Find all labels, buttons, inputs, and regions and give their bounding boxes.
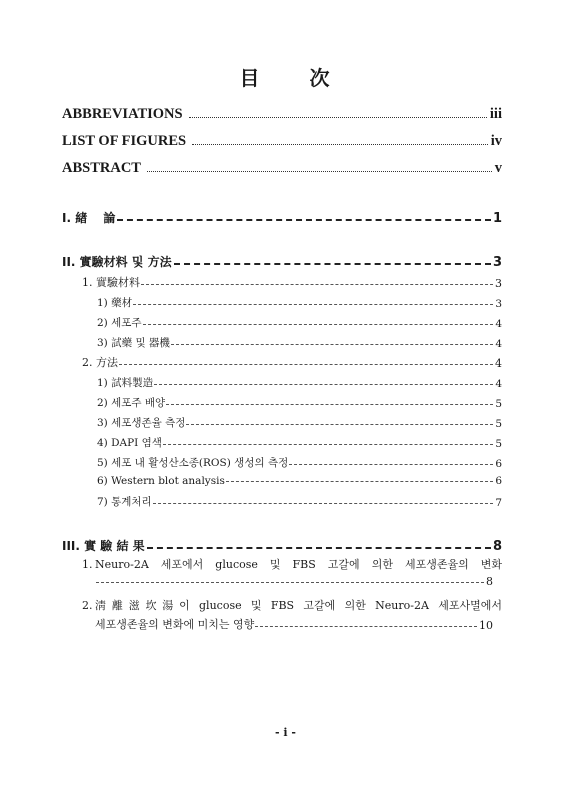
toc-item-page: 5 <box>495 418 502 430</box>
toc-item[interactable] <box>97 435 502 450</box>
toc-item-label: 1) 藥材 <box>97 297 133 309</box>
toc-chapter-page: 8 <box>492 539 502 554</box>
toc-entry-page: iii <box>489 106 502 122</box>
dash-leader <box>289 464 493 465</box>
toc-item-page: 6 <box>495 458 502 470</box>
toc-item[interactable] <box>97 315 502 330</box>
dash-leader <box>171 344 493 345</box>
dash-leader <box>154 384 493 385</box>
toc-item-label: 2) 세포주 배양 <box>97 397 166 409</box>
toc-entry-continuation: 세포생존율의 변화에 미치는 영향 <box>95 618 255 631</box>
toc-item-page: 5 <box>495 438 502 450</box>
toc-item-label: 3) 試藥 및 器機 <box>97 337 170 349</box>
toc-entry-page: 10 <box>479 619 493 632</box>
toc-section-label: 2. 方法 <box>82 356 118 369</box>
toc-chapter-label: III. 實 驗 結 果 <box>62 539 145 553</box>
dot-leader <box>147 171 492 172</box>
dash-leader <box>143 324 494 325</box>
toc-item-page: 5 <box>495 398 502 410</box>
toc-chapter-label: II. 實驗材料 및 方法 <box>62 255 172 269</box>
dash-leader <box>226 481 493 482</box>
toc-entry-text: Neuro-2A 세포에서 glucose 및 FBS 고갈에 의한 세포생존율의 변화 <box>95 558 502 571</box>
toc-item-label: 3) 세포생존율 측정 <box>97 417 186 429</box>
dash-leader <box>255 626 477 627</box>
dash-leader <box>141 284 493 285</box>
dash-leader <box>117 219 491 221</box>
toc-item-label: 7) 통계처리 <box>97 496 152 508</box>
toc-entry-list-of-figures[interactable] <box>62 133 502 150</box>
toc-section-label: 1. 實驗材料 <box>82 276 140 289</box>
toc-entry-abbreviations[interactable] <box>62 106 502 123</box>
dot-leader <box>192 144 488 145</box>
toc-item-page: 7 <box>495 497 502 509</box>
toc-entry-label: ABBREVIATIONS <box>62 106 183 122</box>
toc-entry-label: ABSTRACT <box>62 160 141 176</box>
toc-section[interactable] <box>82 354 502 370</box>
toc-item[interactable] <box>97 395 502 410</box>
toc-item[interactable] <box>97 415 502 430</box>
dash-leader <box>163 444 493 445</box>
dash-leader <box>166 404 493 405</box>
toc-item-page: 6 <box>495 475 502 487</box>
dash-leader <box>186 424 493 425</box>
toc-item[interactable] <box>97 335 502 350</box>
toc-entry-number: 1. <box>82 558 93 571</box>
toc-entry-abstract[interactable] <box>62 160 502 177</box>
toc-chapter-1[interactable] <box>62 209 502 226</box>
toc-item-label: 4) DAPI 염색 <box>97 437 162 449</box>
toc-chapter-2[interactable] <box>62 253 502 270</box>
dot-leader <box>189 117 487 118</box>
toc-entry-page: 8 <box>486 575 493 588</box>
toc-entry-text: 淸離滋坎湯이 glucose 및 FBS 고갈에 의한 Neuro-2A 세포사멸에서 <box>95 599 502 612</box>
toc-item-page: 4 <box>495 338 502 350</box>
toc-item[interactable] <box>97 475 502 487</box>
toc-entry-number: 2. <box>82 599 93 612</box>
page-number-footer: - i - <box>275 726 296 739</box>
page-title <box>0 62 571 91</box>
toc-result-entry-2-line2 <box>95 616 493 632</box>
toc-chapter-label: I. 緖 論 <box>62 211 116 225</box>
toc-item[interactable] <box>97 494 502 509</box>
toc-item-page: 4 <box>495 318 502 330</box>
toc-item-label: 1) 試料製造 <box>97 377 154 389</box>
toc-item[interactable] <box>97 295 502 310</box>
toc-section[interactable] <box>82 274 502 290</box>
toc-chapter-3[interactable] <box>62 537 502 554</box>
dash-leader <box>119 364 493 365</box>
toc-entry-page: v <box>494 160 502 176</box>
title-char-2: 次 <box>309 66 332 90</box>
title-char-1: 目 <box>239 66 262 90</box>
toc-item[interactable] <box>97 375 502 390</box>
toc-item-label: 5) 세포 내 활성산소종(ROS) 생성의 측정 <box>97 457 289 469</box>
toc-item-page: 3 <box>495 298 502 310</box>
toc-entry-label: LIST OF FIGURES <box>62 133 187 149</box>
dash-leader <box>96 582 484 583</box>
dash-leader <box>174 263 491 265</box>
dash-leader <box>147 547 491 549</box>
toc-result-entry-1-leader <box>95 575 493 588</box>
toc-entry-page: iv <box>490 133 502 149</box>
dash-leader <box>133 304 493 305</box>
toc-item-label: 2) 세포주 <box>97 317 142 329</box>
toc-result-entry-2[interactable] <box>82 596 502 616</box>
toc-chapter-page: 1 <box>492 211 502 226</box>
toc-item-page: 4 <box>495 378 502 390</box>
dash-leader <box>153 503 494 504</box>
toc-section-page: 3 <box>495 277 502 290</box>
toc-item[interactable] <box>97 455 502 470</box>
toc-chapter-page: 3 <box>492 255 502 270</box>
toc-section-page: 4 <box>495 357 502 370</box>
toc-item-label: 6) Western blot analysis <box>97 475 225 487</box>
